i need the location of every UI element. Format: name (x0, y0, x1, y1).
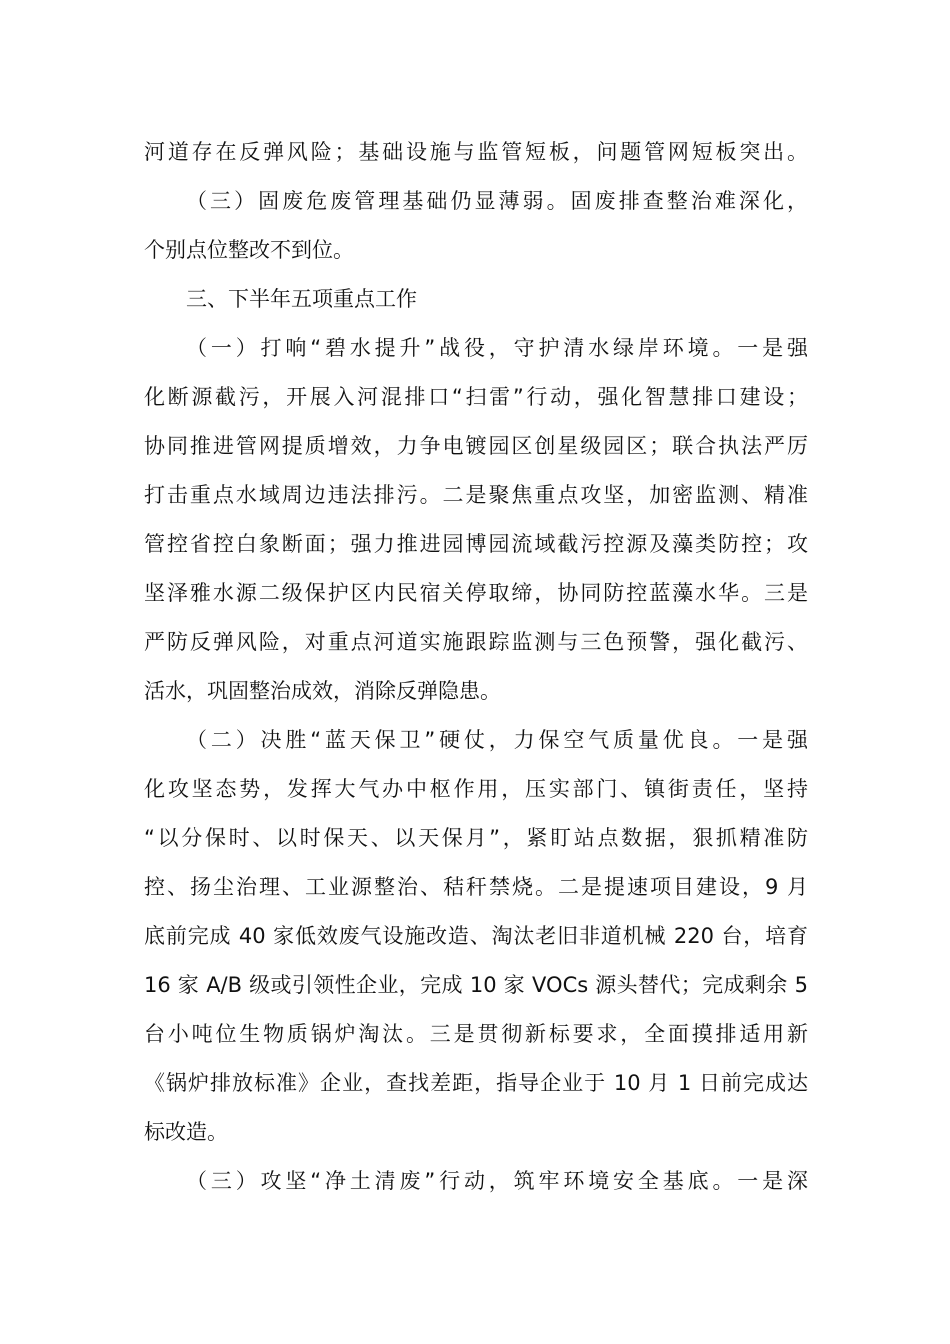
text-line: 台小吨位生物质锅炉淘汰。三是贯彻新标要求，全面摸排适用新 (144, 1022, 808, 1046)
text-line: 活水，巩固整治成效，消除反弹隐患。 (144, 679, 501, 703)
text-line: （一）打响“碧水提升”战役，守护清水绿岸环境。一是强 (186, 336, 808, 360)
text-line: 坚泽雅水源二级保护区内民宿关停取缔，协同防控蓝藻水华。三是 (144, 581, 808, 605)
text-line: 控、扬尘治理、工业源整治、秸秆禁烧。二是提速项目建设，9 月 (144, 875, 808, 899)
text-line: 河道存在反弹风险；基础设施与监管短板，问题管网短板突出。 (144, 140, 808, 164)
text-line: 个别点位整改不到位。 (144, 238, 354, 262)
text-line: 协同推进管网提质增效，力争电镀园区创星级园区；联合执法严厉 (144, 434, 808, 458)
text-line: 底前完成 40 家低效废气设施改造、淘汰老旧非道机械 220 台，培育 (144, 924, 808, 948)
text-line: （三）攻坚“净土清废”行动，筑牢环境安全基底。一是深 (186, 1169, 808, 1193)
text-line: （三）固废危废管理基础仍显薄弱。固废排查整治难深化， (186, 189, 808, 213)
text-line: 标改造。 (144, 1120, 228, 1144)
text-line: 化攻坚态势，发挥大气办中枢作用，压实部门、镇街责任，坚持 (144, 777, 808, 801)
text-line: 16 家 A/B 级或引领性企业，完成 10 家 VOCs 源头替代；完成剩余 5 (144, 973, 808, 997)
text-line: 化断源截污，开展入河混排口“扫雷”行动，强化智慧排口建设； (144, 385, 808, 409)
text-line: （二）决胜“蓝天保卫”硬仗，力保空气质量优良。一是强 (186, 728, 808, 752)
text-line: 严防反弹风险，对重点河道实施跟踪监测与三色预警，强化截污、 (144, 630, 808, 654)
text-line: “以分保时、以时保天、以天保月”，紧盯站点数据，狠抓精准防 (144, 826, 808, 850)
section-heading: 三、下半年五项重点工作 (186, 287, 417, 311)
text-line: 打击重点水域周边违法排污。二是聚焦重点攻坚，加密监测、精准 (144, 483, 808, 507)
text-line: 管控省控白象断面；强力推进园博园流域截污控源及藻类防控；攻 (144, 532, 808, 556)
text-line: 《锅炉排放标准》企业，查找差距，指导企业于 10 月 1 日前完成达 (144, 1071, 808, 1095)
